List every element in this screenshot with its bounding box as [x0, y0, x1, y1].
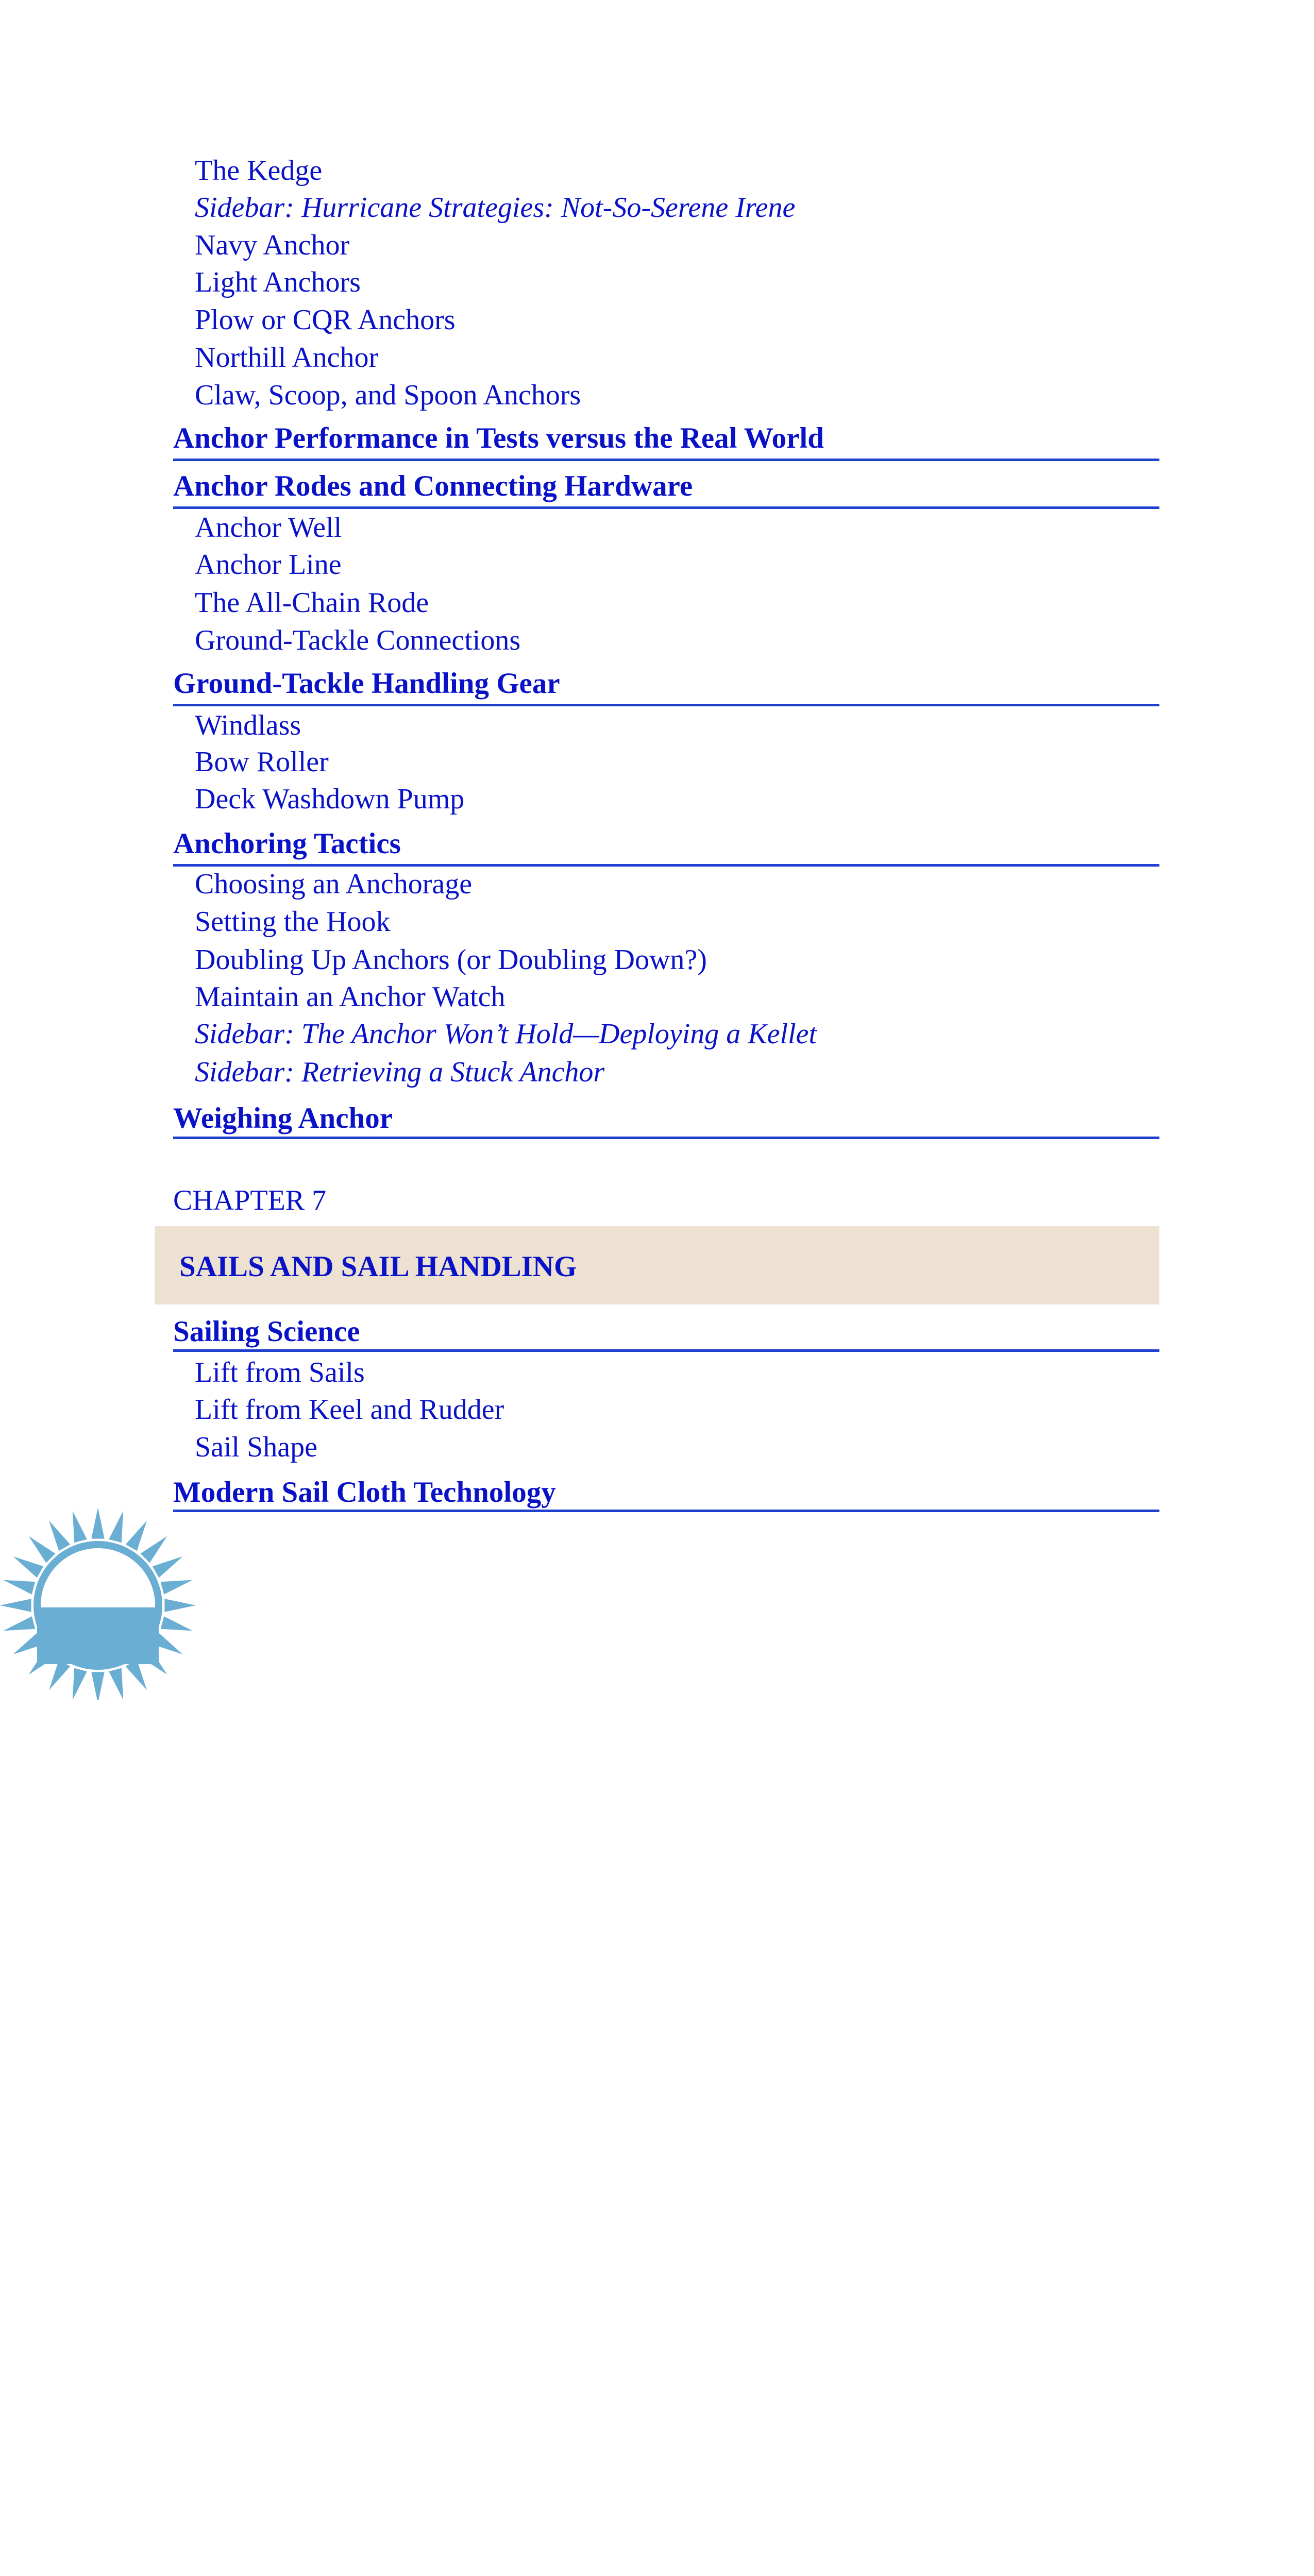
toc-entry-windlass[interactable]: Windlass [195, 709, 301, 741]
toc-entry-lift-from-sails[interactable]: Lift from Sails [195, 1357, 365, 1388]
toc-sidebar-kellet[interactable]: Sidebar: The Anchor Won’t Hold—Deploying a Kellet [195, 1018, 817, 1050]
toc-entry-sail-shape[interactable]: Sail Shape [195, 1431, 317, 1463]
toc-section-anchor-rodes[interactable]: Anchor Rodes and Connecting Hardware [173, 470, 693, 502]
toc-entry-ground-tackle-connections[interactable]: Ground-Tackle Connections [195, 624, 521, 656]
toc-section-sail-cloth[interactable]: Modern Sail Cloth Technology [173, 1476, 556, 1509]
section-rule [173, 459, 1159, 461]
toc-entry-anchor-watch[interactable]: Maintain an Anchor Watch [195, 981, 506, 1013]
toc-entry-bow-roller[interactable]: Bow Roller [195, 746, 329, 778]
toc-entry-light-anchors[interactable]: Light Anchors [195, 266, 361, 298]
toc-entry-doubling-up[interactable]: Doubling Up Anchors (or Doubling Down?) [195, 944, 707, 976]
toc-section-anchoring-tactics[interactable]: Anchoring Tactics [173, 827, 401, 860]
toc-entry-claw-scoop-spoon[interactable]: Claw, Scoop, and Spoon Anchors [195, 379, 581, 411]
toc-entry-the-kedge[interactable]: The Kedge [195, 155, 323, 187]
section-rule [173, 1137, 1159, 1139]
sun-icon [0, 1504, 196, 1700]
toc-entry-setting-hook[interactable]: Setting the Hook [195, 906, 391, 938]
watermark [0, 1504, 1314, 1700]
toc-section-weighing-anchor[interactable]: Weighing Anchor [173, 1102, 393, 1134]
chapter-title[interactable]: SAILS AND SAIL HANDLING [179, 1250, 577, 1283]
toc-sidebar-irene[interactable]: Sidebar: Hurricane Strategies: Not-So-Serene Irene [195, 192, 796, 224]
toc-entry-plow-cqr[interactable]: Plow or CQR Anchors [195, 304, 456, 336]
toc-entry-lift-from-keel[interactable]: Lift from Keel and Rudder [195, 1394, 504, 1426]
toc-sidebar-stuck-anchor[interactable]: Sidebar: Retrieving a Stuck Anchor [195, 1056, 605, 1088]
toc-entry-deck-washdown-pump[interactable]: Deck Washdown Pump [195, 783, 465, 815]
toc-entry-choosing-anchorage[interactable]: Choosing an Anchorage [195, 868, 473, 900]
section-rule [173, 704, 1159, 706]
toc-entry-navy-anchor[interactable]: Navy Anchor [195, 229, 350, 261]
chapter-number: CHAPTER 7 [173, 1184, 327, 1216]
toc-section-sailing-science[interactable]: Sailing Science [173, 1315, 360, 1348]
toc-entry-northill[interactable]: Northill Anchor [195, 342, 379, 374]
toc-entry-anchor-line[interactable]: Anchor Line [195, 549, 342, 581]
toc-entry-all-chain-rode[interactable]: The All-Chain Rode [195, 587, 429, 619]
toc-section-anchor-performance[interactable]: Anchor Performance in Tests versus the Real World [173, 422, 824, 454]
section-rule [173, 864, 1159, 867]
section-rule [173, 1349, 1159, 1352]
toc-section-ground-tackle-handling[interactable]: Ground-Tackle Handling Gear [173, 667, 560, 700]
section-rule [173, 506, 1159, 509]
chapter-title-band [155, 1226, 1159, 1304]
toc-entry-anchor-well[interactable]: Anchor Well [195, 512, 342, 544]
